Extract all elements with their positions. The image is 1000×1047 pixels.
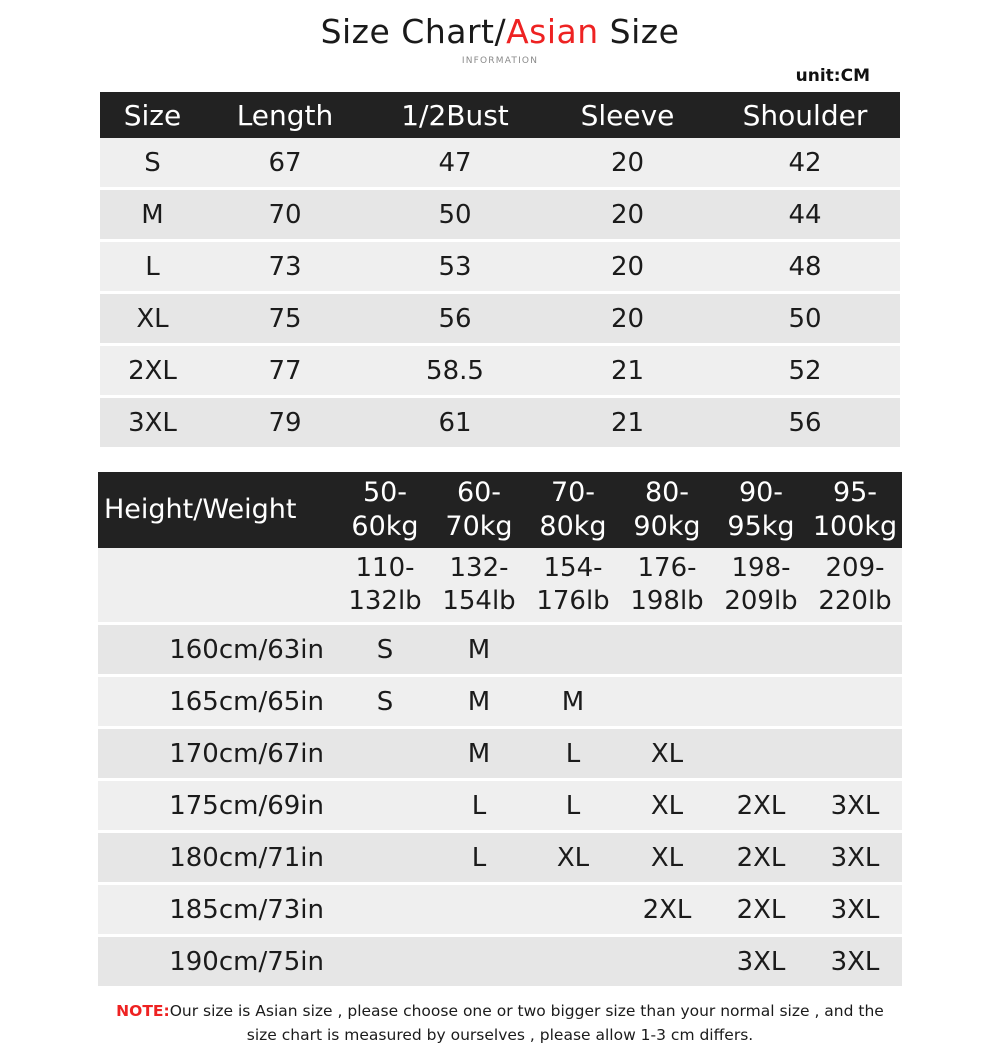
cell-bust: 53 xyxy=(365,241,545,293)
cell-size: 3XL xyxy=(100,397,205,449)
cell-fit-size: 3XL xyxy=(808,780,902,832)
cell-shoulder: 42 xyxy=(710,138,900,189)
cell-weight-lb-3: 154-176lb xyxy=(526,548,620,624)
column-header-shoulder: Shoulder xyxy=(710,92,900,138)
cell-height: 160cm/63in xyxy=(98,624,338,676)
cell-fit-size: 3XL xyxy=(714,936,808,988)
cell-fit-size xyxy=(432,936,526,988)
height-weight-table xyxy=(98,472,902,989)
cell-sleeve: 20 xyxy=(545,138,710,189)
cell-fit-size: 2XL xyxy=(714,884,808,936)
cell-height: 165cm/65in xyxy=(98,676,338,728)
cell-bust: 56 xyxy=(365,293,545,345)
cell-sleeve: 20 xyxy=(545,241,710,293)
column-header-weight-6: 95-100kg xyxy=(808,472,902,548)
cell-fit-size: XL xyxy=(620,728,714,780)
table-row xyxy=(100,189,900,241)
cell-size: S xyxy=(100,138,205,189)
cell-size: L xyxy=(100,241,205,293)
measurements-table xyxy=(100,92,900,450)
cell-fit-size: S xyxy=(338,676,432,728)
table-row xyxy=(98,624,902,676)
cell-fit-size: M xyxy=(432,728,526,780)
cell-shoulder: 50 xyxy=(710,293,900,345)
cell-size: 2XL xyxy=(100,345,205,397)
cell-sleeve: 20 xyxy=(545,189,710,241)
cell-fit-size xyxy=(526,936,620,988)
cell-size: XL xyxy=(100,293,205,345)
table-row xyxy=(98,728,902,780)
column-header-height-weight: Height/Weight xyxy=(98,472,338,548)
unit-label: unit:CM xyxy=(795,66,870,86)
table-row xyxy=(100,241,900,293)
cell-bust: 50 xyxy=(365,189,545,241)
cell-height: 170cm/67in xyxy=(98,728,338,780)
cell-length: 75 xyxy=(205,293,365,345)
cell-fit-size xyxy=(338,728,432,780)
cell-shoulder: 52 xyxy=(710,345,900,397)
cell-fit-size xyxy=(526,624,620,676)
table-spacer xyxy=(0,450,1000,472)
note-label: NOTE: xyxy=(116,1002,170,1020)
cell-weight-lb-6: 209-220lb xyxy=(808,548,902,624)
fit-table-header-row xyxy=(98,472,902,548)
table-header-row xyxy=(100,92,900,138)
cell-fit-size xyxy=(432,884,526,936)
cell-bust: 61 xyxy=(365,397,545,449)
cell-weight-lb-4: 176-198lb xyxy=(620,548,714,624)
cell-weight-lb-2: 132-154lb xyxy=(432,548,526,624)
cell-height: 185cm/73in xyxy=(98,884,338,936)
table-row xyxy=(98,936,902,988)
cell-empty xyxy=(98,548,338,624)
cell-fit-size: M xyxy=(432,676,526,728)
title-part-2: Size xyxy=(598,12,680,51)
cell-length: 79 xyxy=(205,397,365,449)
cell-fit-size: L xyxy=(526,780,620,832)
cell-length: 70 xyxy=(205,189,365,241)
column-header-bust: 1/2Bust xyxy=(365,92,545,138)
column-header-sleeve: Sleeve xyxy=(545,92,710,138)
cell-fit-size: 2XL xyxy=(620,884,714,936)
note-body: Our size is Asian size , please choose one or two bigger size than your normal size , and the size chart is measured by ourselves , please allow 1-3 cm differs. xyxy=(169,1002,884,1044)
cell-fit-size: M xyxy=(526,676,620,728)
column-header-weight-3: 70-80kg xyxy=(526,472,620,548)
table-row xyxy=(98,884,902,936)
cell-fit-size xyxy=(808,676,902,728)
cell-fit-size: XL xyxy=(620,832,714,884)
table-row xyxy=(98,780,902,832)
cell-fit-size xyxy=(620,624,714,676)
cell-fit-size xyxy=(714,676,808,728)
cell-size: M xyxy=(100,189,205,241)
column-header-weight-2: 60-70kg xyxy=(432,472,526,548)
table-row xyxy=(98,832,902,884)
table-row xyxy=(100,293,900,345)
table-row xyxy=(100,138,900,189)
table-row xyxy=(100,397,900,449)
cell-fit-size: 3XL xyxy=(808,884,902,936)
cell-fit-size: L xyxy=(432,780,526,832)
cell-length: 73 xyxy=(205,241,365,293)
cell-fit-size xyxy=(338,884,432,936)
title-part-1: Size Chart/ xyxy=(320,12,507,51)
column-header-weight-5: 90-95kg xyxy=(714,472,808,548)
cell-sleeve: 21 xyxy=(545,345,710,397)
cell-fit-size: 2XL xyxy=(714,832,808,884)
cell-height: 180cm/71in xyxy=(98,832,338,884)
weight-pounds-row xyxy=(98,548,902,624)
cell-length: 77 xyxy=(205,345,365,397)
cell-fit-size xyxy=(338,780,432,832)
cell-height: 190cm/75in xyxy=(98,936,338,988)
cell-weight-lb-5: 198-209lb xyxy=(714,548,808,624)
cell-shoulder: 48 xyxy=(710,241,900,293)
column-header-length: Length xyxy=(205,92,365,138)
cell-fit-size: 2XL xyxy=(714,780,808,832)
cell-fit-size: L xyxy=(526,728,620,780)
column-header-weight-1: 50-60kg xyxy=(338,472,432,548)
cell-fit-size: 3XL xyxy=(808,936,902,988)
cell-fit-size xyxy=(338,936,432,988)
cell-shoulder: 56 xyxy=(710,397,900,449)
cell-fit-size xyxy=(338,832,432,884)
cell-fit-size: 3XL xyxy=(808,832,902,884)
cell-fit-size xyxy=(620,936,714,988)
cell-bust: 58.5 xyxy=(365,345,545,397)
cell-bust: 47 xyxy=(365,138,545,189)
cell-fit-size: XL xyxy=(526,832,620,884)
column-header-size: Size xyxy=(100,92,205,138)
cell-length: 67 xyxy=(205,138,365,189)
table-row xyxy=(98,676,902,728)
cell-shoulder: 44 xyxy=(710,189,900,241)
title-accent: Asian xyxy=(506,12,599,51)
cell-fit-size xyxy=(620,676,714,728)
cell-sleeve: 21 xyxy=(545,397,710,449)
cell-fit-size xyxy=(714,728,808,780)
column-header-weight-4: 80-90kg xyxy=(620,472,714,548)
cell-fit-size xyxy=(808,728,902,780)
cell-height: 175cm/69in xyxy=(98,780,338,832)
cell-weight-lb-1: 110-132lb xyxy=(338,548,432,624)
table-row xyxy=(100,345,900,397)
information-subtitle: INFORMATION xyxy=(461,56,539,66)
cell-fit-size: M xyxy=(432,624,526,676)
cell-fit-size xyxy=(526,884,620,936)
cell-fit-size: XL xyxy=(620,780,714,832)
page-title xyxy=(0,0,1000,52)
cell-sleeve: 20 xyxy=(545,293,710,345)
cell-fit-size: S xyxy=(338,624,432,676)
note-text xyxy=(105,999,895,1047)
cell-fit-size xyxy=(808,624,902,676)
cell-fit-size: L xyxy=(432,832,526,884)
cell-fit-size xyxy=(714,624,808,676)
